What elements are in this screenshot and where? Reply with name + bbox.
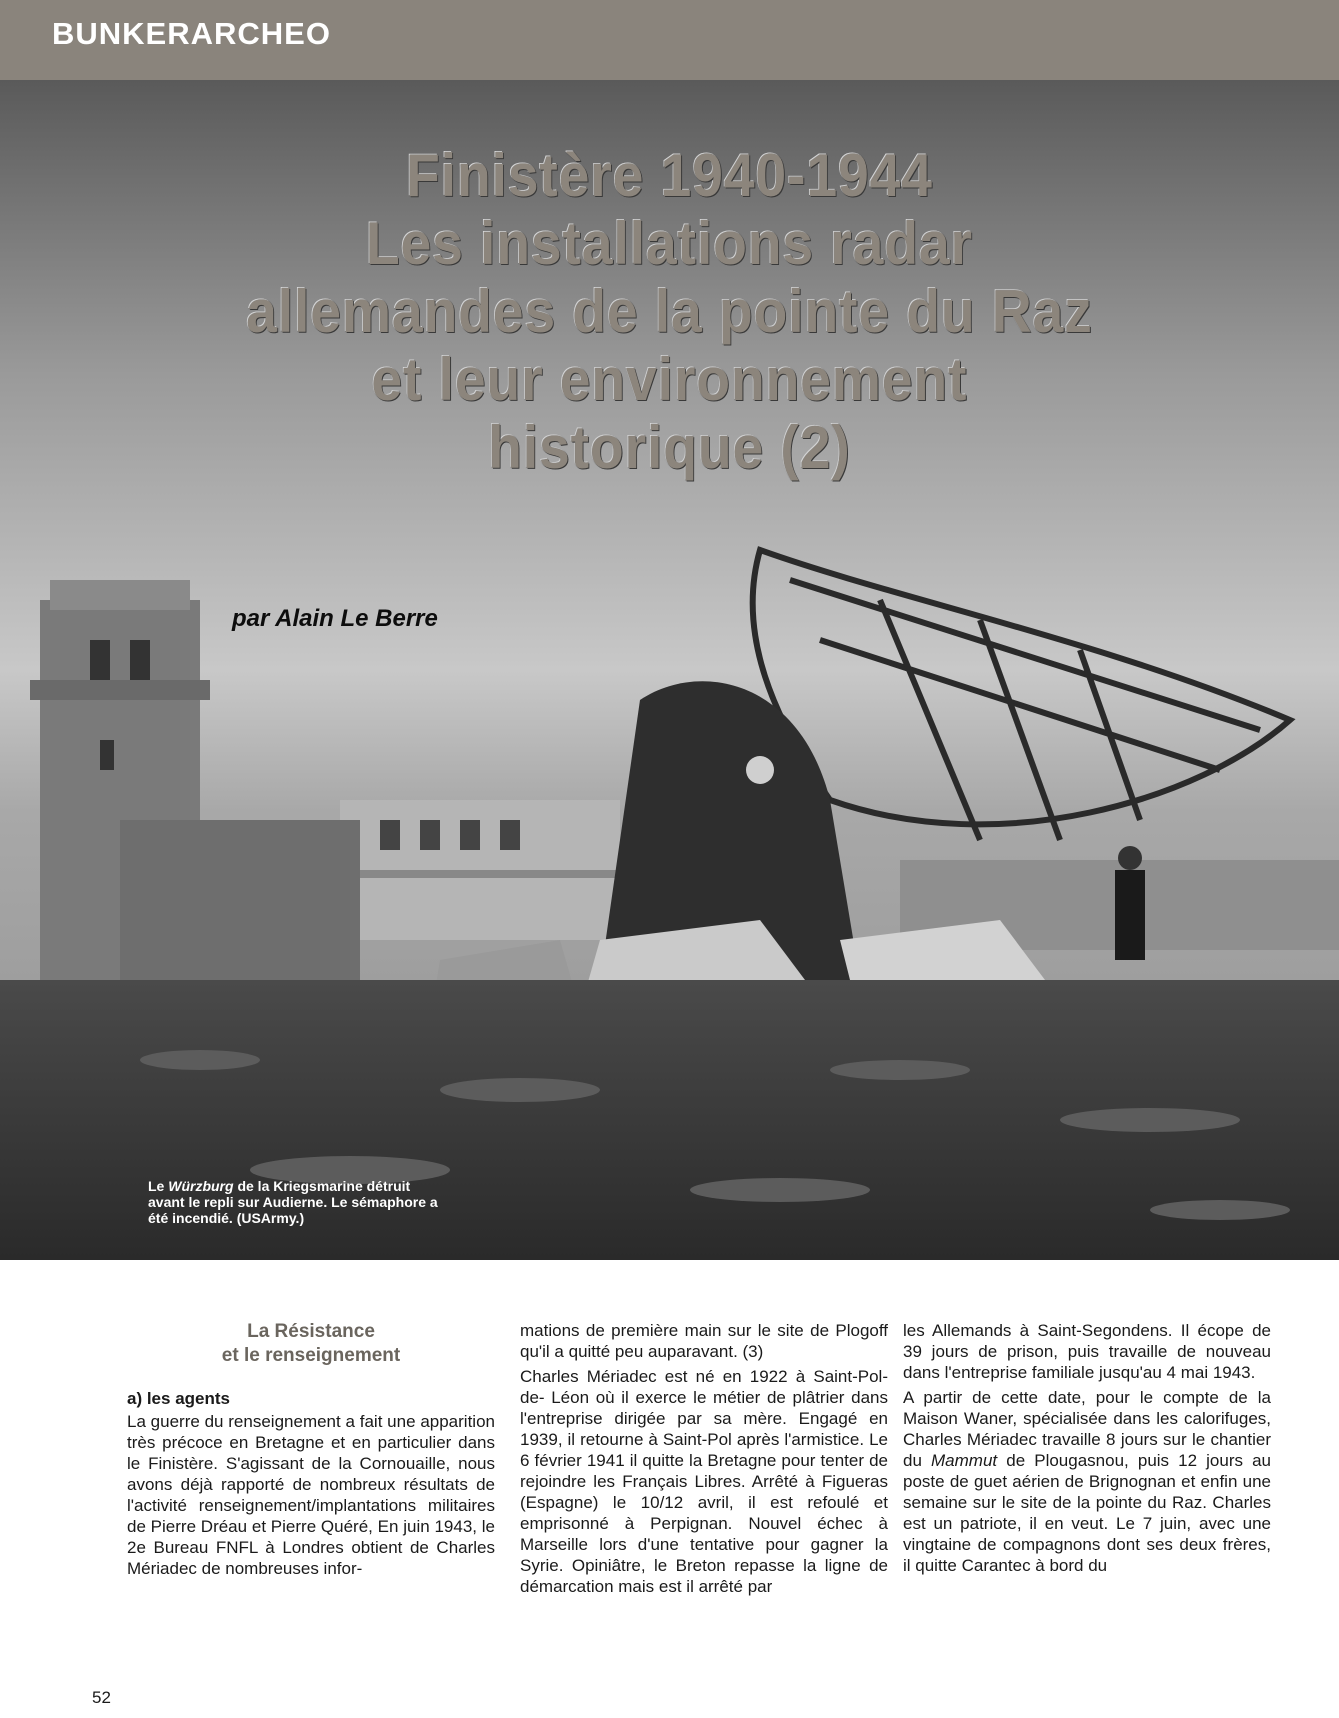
article-title [109,142,1230,482]
paragraph: les Allemands à Saint-Segondens. Il écope de 39 jours de prison, puis travaille de nouveau dans l'entreprise familiale jusqu'au 4 mai 1943. [903,1321,1271,1382]
section-heading: La Résistance et le renseignement [221,1321,401,1366]
paragraph: La guerre du renseignement a fait une apparition très précoce en Bretagne et en particulier dans le Finistère. S'agissant de la Cornouaille, nous avons déjà rapporté de nombreux résultats de l'activité renseignement/implantations militaires de Pierre Dréau et Pierre Quéré, En juin 1943, le 2e Bureau FNFL à Londres obtient de Charles Mériadec de nombreuses infor- [127,1412,495,1578]
paragraph: mations de première main sur le site de Plogoff qu'il a quitté peu auparavant. (3) [520,1321,888,1361]
title-line: allemandes de la pointe du Raz [246,278,1093,345]
paragraph: Charles Mériadec est né en 1922 à Saint-Pol-de- Léon où il exerce le métier de plâtrier dans l'entreprise dirigée par sa mère. Engagé en 1939, il retourne à Saint-Pol après l'armistice. Le 6 février 1941 il quitte la Bretagne pour tenter de rejoindre les Français Libres. Arrêté à Figueras (Espagne) le 10/12 avril, il est refoulé et emprisonné à Perpignan. Nouvel échec à Marseille lors d'une tentative pour gagner la Syrie. Opiniâtre, le Breton repasse la ligne de démarcation mais est il arrêté par [520,1367,888,1596]
page-number: 52 [92,1688,111,1707]
title-line: historique (2) [488,414,851,481]
photo-caption: Le Würzburg de la Kriegsmarine détruit avant le repli sur Audierne. Le sémaphore a été incendié. (USArmy.) [148,1178,438,1226]
article-body [127,1320,1271,1650]
rubric-title: BUNKERARCHEO [52,16,331,51]
header-band [0,0,1339,80]
author-byline: par Alain Le Berre [232,605,438,632]
column-3 [903,1320,1271,1580]
title-line: et leur environnement [371,346,968,413]
column-1 [127,1320,495,1583]
paragraph: A partir de cette date, pour le compte de la Maison Waner, spécialisée dans les calorifuges, Charles Mériadec travaille 8 jours sur le chantier du Mammut de Plougasnou, puis 12 jours au poste de guet aérien de Brignognan et enfin une semaine sur le site de la pointe du Raz. Charles est un patriote, il en veut. Le 7 juin, avec une vingtaine de compagnons dont ses deux frères, il quitte Carantec à bord du [903,1388,1271,1575]
column-2 [520,1320,888,1601]
subsection-heading: a) les agents [127,1389,230,1408]
title-line: Les installations radar [365,210,974,277]
title-line: Finistère 1940-1944 [406,142,933,209]
caption-italic: Würzburg [168,1178,234,1194]
